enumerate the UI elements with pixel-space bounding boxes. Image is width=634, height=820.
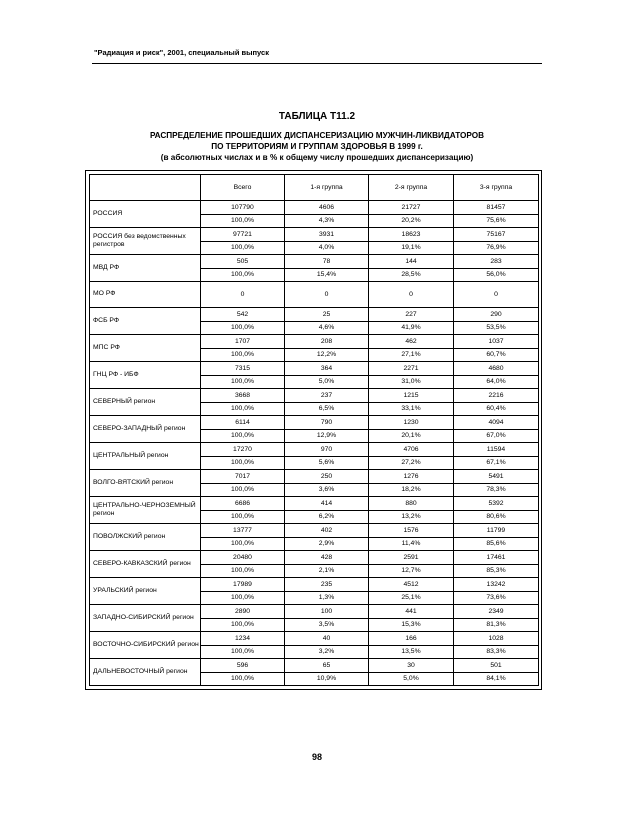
territory-label: МВД РФ (90, 255, 201, 282)
territory-label: ПОВОЛЖСКИЙ регион (90, 524, 201, 551)
absolute-value-cell: 75167 (454, 228, 539, 242)
absolute-value-cell: 144 (369, 255, 454, 269)
absolute-value-cell: 100 (285, 605, 369, 619)
subtitle-line: (в абсолютных числах и в % к общему числу прошедших диспансеризацию) (160, 153, 474, 162)
territory-label: ЦЕНТРАЛЬНЫЙ регион (90, 443, 201, 470)
territory-label: СЕВЕРО-ЗАПАДНЫЙ регион (90, 416, 201, 443)
percent-value-cell: 100,0% (201, 537, 285, 551)
percent-value-cell: 6,5% (285, 402, 369, 416)
absolute-value-cell: 880 (369, 497, 454, 511)
percent-value-cell: 12,9% (285, 429, 369, 443)
territory-label: СЕВЕРНЫЙ регион (90, 389, 201, 416)
absolute-value-cell: 17270 (201, 443, 285, 457)
absolute-value-cell: 227 (369, 308, 454, 322)
absolute-value-cell: 21727 (369, 201, 454, 215)
column-header-group-3: 3-я группа (454, 175, 539, 201)
absolute-value-cell: 596 (201, 659, 285, 673)
table-title: ТАБЛИЦА Т11.2 (278, 111, 356, 122)
percent-value-cell: 5,0% (369, 672, 454, 686)
absolute-value-cell: 1215 (369, 389, 454, 403)
percent-value-cell: 60,7% (454, 348, 539, 362)
percent-value-cell: 18,2% (369, 483, 454, 497)
table-row (90, 470, 539, 484)
territory-label: УРАЛЬСКИЙ регион (90, 578, 201, 605)
table-subtitle (0, 130, 634, 163)
absolute-value-cell: 462 (369, 335, 454, 349)
territory-label: ЦЕНТРАЛЬНО-ЧЕРНОЗЕМНЫЙ регион (90, 497, 201, 524)
absolute-value-cell: 166 (369, 632, 454, 646)
absolute-value-cell: 970 (285, 443, 369, 457)
absolute-value-cell: 13777 (201, 524, 285, 538)
percent-value-cell: 100,0% (201, 268, 285, 282)
percent-value-cell: 4,6% (285, 321, 369, 335)
absolute-value-cell: 7315 (201, 362, 285, 376)
absolute-value-cell: 3931 (285, 228, 369, 242)
percent-value-cell: 5,0% (285, 375, 369, 389)
percent-value-cell: 6,2% (285, 510, 369, 524)
percent-value-cell: 67,1% (454, 456, 539, 470)
territory-label: СЕВЕРО-КАВКАЗСКИЙ регион (90, 551, 201, 578)
absolute-value-cell: 2271 (369, 362, 454, 376)
header-rule (92, 63, 542, 64)
column-header-group-2: 2-я группа (369, 175, 454, 201)
distribution-table (89, 174, 539, 686)
absolute-value-cell: 235 (285, 578, 369, 592)
table-row (90, 201, 539, 215)
territory-label: РОССИЯ без ведомственных регистров (90, 228, 201, 255)
column-header-label (90, 175, 201, 201)
absolute-value-cell: 0 (454, 282, 539, 308)
absolute-value-cell: 1028 (454, 632, 539, 646)
absolute-value-cell: 2591 (369, 551, 454, 565)
percent-value-cell: 12,2% (285, 348, 369, 362)
absolute-value-cell: 1276 (369, 470, 454, 484)
absolute-value-cell: 441 (369, 605, 454, 619)
percent-value-cell: 100,0% (201, 375, 285, 389)
percent-value-cell: 41,9% (369, 321, 454, 335)
percent-value-cell: 13,2% (369, 510, 454, 524)
percent-value-cell: 100,0% (201, 456, 285, 470)
territory-label: РОССИЯ (90, 201, 201, 228)
percent-value-cell: 100,0% (201, 564, 285, 578)
absolute-value-cell: 4606 (285, 201, 369, 215)
absolute-value-cell: 5392 (454, 497, 539, 511)
absolute-value-cell: 4680 (454, 362, 539, 376)
territory-label: ФСБ РФ (90, 308, 201, 335)
territory-label: ДАЛЬНЕВОСТОЧНЫЙ регион (90, 659, 201, 686)
absolute-value-cell: 97721 (201, 228, 285, 242)
percent-value-cell: 12,7% (369, 564, 454, 578)
absolute-value-cell: 4512 (369, 578, 454, 592)
table-row (90, 282, 539, 308)
percent-value-cell: 3,5% (285, 618, 369, 632)
percent-value-cell: 85,3% (454, 564, 539, 578)
absolute-value-cell: 107790 (201, 201, 285, 215)
percent-value-cell: 1,3% (285, 591, 369, 605)
absolute-value-cell: 208 (285, 335, 369, 349)
table-row (90, 524, 539, 538)
percent-value-cell: 15,3% (369, 618, 454, 632)
percent-value-cell: 78,3% (454, 483, 539, 497)
absolute-value-cell: 0 (201, 282, 285, 308)
column-header-group-1: 1-я группа (285, 175, 369, 201)
table-row (90, 335, 539, 349)
percent-value-cell: 80,6% (454, 510, 539, 524)
percent-value-cell: 20,1% (369, 429, 454, 443)
table-row (90, 362, 539, 376)
absolute-value-cell: 237 (285, 389, 369, 403)
percent-value-cell: 100,0% (201, 672, 285, 686)
absolute-value-cell: 6686 (201, 497, 285, 511)
table-row (90, 228, 539, 242)
absolute-value-cell: 1037 (454, 335, 539, 349)
absolute-value-cell: 81457 (454, 201, 539, 215)
percent-value-cell: 10,9% (285, 672, 369, 686)
absolute-value-cell: 2216 (454, 389, 539, 403)
absolute-value-cell: 30 (369, 659, 454, 673)
absolute-value-cell: 11799 (454, 524, 539, 538)
absolute-value-cell: 40 (285, 632, 369, 646)
percent-value-cell: 11,4% (369, 537, 454, 551)
percent-value-cell: 100,0% (201, 591, 285, 605)
percent-value-cell: 56,0% (454, 268, 539, 282)
percent-value-cell: 25,1% (369, 591, 454, 605)
percent-value-cell: 100,0% (201, 241, 285, 255)
absolute-value-cell: 6114 (201, 416, 285, 430)
table-row (90, 389, 539, 403)
table-row (90, 308, 539, 322)
percent-value-cell: 100,0% (201, 348, 285, 362)
running-head: "Радиация и риск", 2001, специальный выпуск (94, 48, 269, 57)
absolute-value-cell: 11594 (454, 443, 539, 457)
column-header-total: Всего (201, 175, 285, 201)
percent-value-cell: 2,9% (285, 537, 369, 551)
absolute-value-cell: 2890 (201, 605, 285, 619)
percent-value-cell: 100,0% (201, 618, 285, 632)
percent-value-cell: 31,0% (369, 375, 454, 389)
percent-value-cell: 60,4% (454, 402, 539, 416)
percent-value-cell: 27,1% (369, 348, 454, 362)
percent-value-cell: 3,6% (285, 483, 369, 497)
percent-value-cell: 3,2% (285, 645, 369, 659)
percent-value-cell: 100,0% (201, 483, 285, 497)
absolute-value-cell: 4094 (454, 416, 539, 430)
territory-label: МПС РФ (90, 335, 201, 362)
absolute-value-cell: 0 (369, 282, 454, 308)
percent-value-cell: 84,1% (454, 672, 539, 686)
table-row (90, 578, 539, 592)
territory-label: ГНЦ РФ - ИБФ (90, 362, 201, 389)
territory-label: ЗАПАДНО-СИБИРСКИЙ регион (90, 605, 201, 632)
percent-value-cell: 67,0% (454, 429, 539, 443)
absolute-value-cell: 13242 (454, 578, 539, 592)
absolute-value-cell: 501 (454, 659, 539, 673)
percent-value-cell: 28,5% (369, 268, 454, 282)
percent-value-cell: 100,0% (201, 645, 285, 659)
absolute-value-cell: 3668 (201, 389, 285, 403)
territory-label: ВОСТОЧНО-СИБИРСКИЙ регион (90, 632, 201, 659)
absolute-value-cell: 7017 (201, 470, 285, 484)
absolute-value-cell: 65 (285, 659, 369, 673)
absolute-value-cell: 1576 (369, 524, 454, 538)
absolute-value-cell: 20480 (201, 551, 285, 565)
percent-value-cell: 100,0% (201, 429, 285, 443)
percent-value-cell: 85,6% (454, 537, 539, 551)
absolute-value-cell: 1234 (201, 632, 285, 646)
page-number: 98 (311, 752, 322, 762)
absolute-value-cell: 17461 (454, 551, 539, 565)
absolute-value-cell: 78 (285, 255, 369, 269)
table-body (90, 201, 539, 686)
absolute-value-cell: 18623 (369, 228, 454, 242)
percent-value-cell: 100,0% (201, 510, 285, 524)
absolute-value-cell: 414 (285, 497, 369, 511)
absolute-value-cell: 2349 (454, 605, 539, 619)
percent-value-cell: 19,1% (369, 241, 454, 255)
absolute-value-cell: 402 (285, 524, 369, 538)
absolute-value-cell: 250 (285, 470, 369, 484)
table-row (90, 659, 539, 673)
absolute-value-cell: 5491 (454, 470, 539, 484)
table-row (90, 255, 539, 269)
absolute-value-cell: 542 (201, 308, 285, 322)
percent-value-cell: 20,2% (369, 214, 454, 228)
absolute-value-cell: 283 (454, 255, 539, 269)
table-row (90, 551, 539, 565)
percent-value-cell: 4,3% (285, 214, 369, 228)
percent-value-cell: 100,0% (201, 402, 285, 416)
percent-value-cell: 33,1% (369, 402, 454, 416)
percent-value-cell: 2,1% (285, 564, 369, 578)
percent-value-cell: 81,3% (454, 618, 539, 632)
absolute-value-cell: 25 (285, 308, 369, 322)
absolute-value-cell: 1230 (369, 416, 454, 430)
percent-value-cell: 27,2% (369, 456, 454, 470)
subtitle-line: РАСПРЕДЕЛЕНИЕ ПРОШЕДШИХ ДИСПАНСЕРИЗАЦИЮ МУЖЧИН-ЛИКВИДАТОРОВ (149, 131, 485, 140)
absolute-value-cell: 428 (285, 551, 369, 565)
absolute-value-cell: 17989 (201, 578, 285, 592)
percent-value-cell: 64,0% (454, 375, 539, 389)
absolute-value-cell: 0 (285, 282, 369, 308)
territory-label: ВОЛГО-ВЯТСКИЙ регион (90, 470, 201, 497)
percent-value-cell: 13,5% (369, 645, 454, 659)
table-row (90, 416, 539, 430)
percent-value-cell: 100,0% (201, 321, 285, 335)
table-row (90, 632, 539, 646)
absolute-value-cell: 4706 (369, 443, 454, 457)
percent-value-cell: 76,9% (454, 241, 539, 255)
percent-value-cell: 75,6% (454, 214, 539, 228)
percent-value-cell: 4,0% (285, 241, 369, 255)
subtitle-line: ПО ТЕРРИТОРИЯМ И ГРУППАМ ЗДОРОВЬЯ В 1999 г. (211, 142, 423, 151)
percent-value-cell: 53,5% (454, 321, 539, 335)
territory-label: МО РФ (90, 282, 201, 308)
absolute-value-cell: 505 (201, 255, 285, 269)
table-row (90, 605, 539, 619)
absolute-value-cell: 790 (285, 416, 369, 430)
table-row (90, 497, 539, 511)
absolute-value-cell: 1707 (201, 335, 285, 349)
percent-value-cell: 15,4% (285, 268, 369, 282)
absolute-value-cell: 364 (285, 362, 369, 376)
absolute-value-cell: 290 (454, 308, 539, 322)
table-row (90, 443, 539, 457)
percent-value-cell: 100,0% (201, 214, 285, 228)
percent-value-cell: 5,6% (285, 456, 369, 470)
percent-value-cell: 73,6% (454, 591, 539, 605)
percent-value-cell: 83,3% (454, 645, 539, 659)
table-header-row (90, 175, 539, 201)
